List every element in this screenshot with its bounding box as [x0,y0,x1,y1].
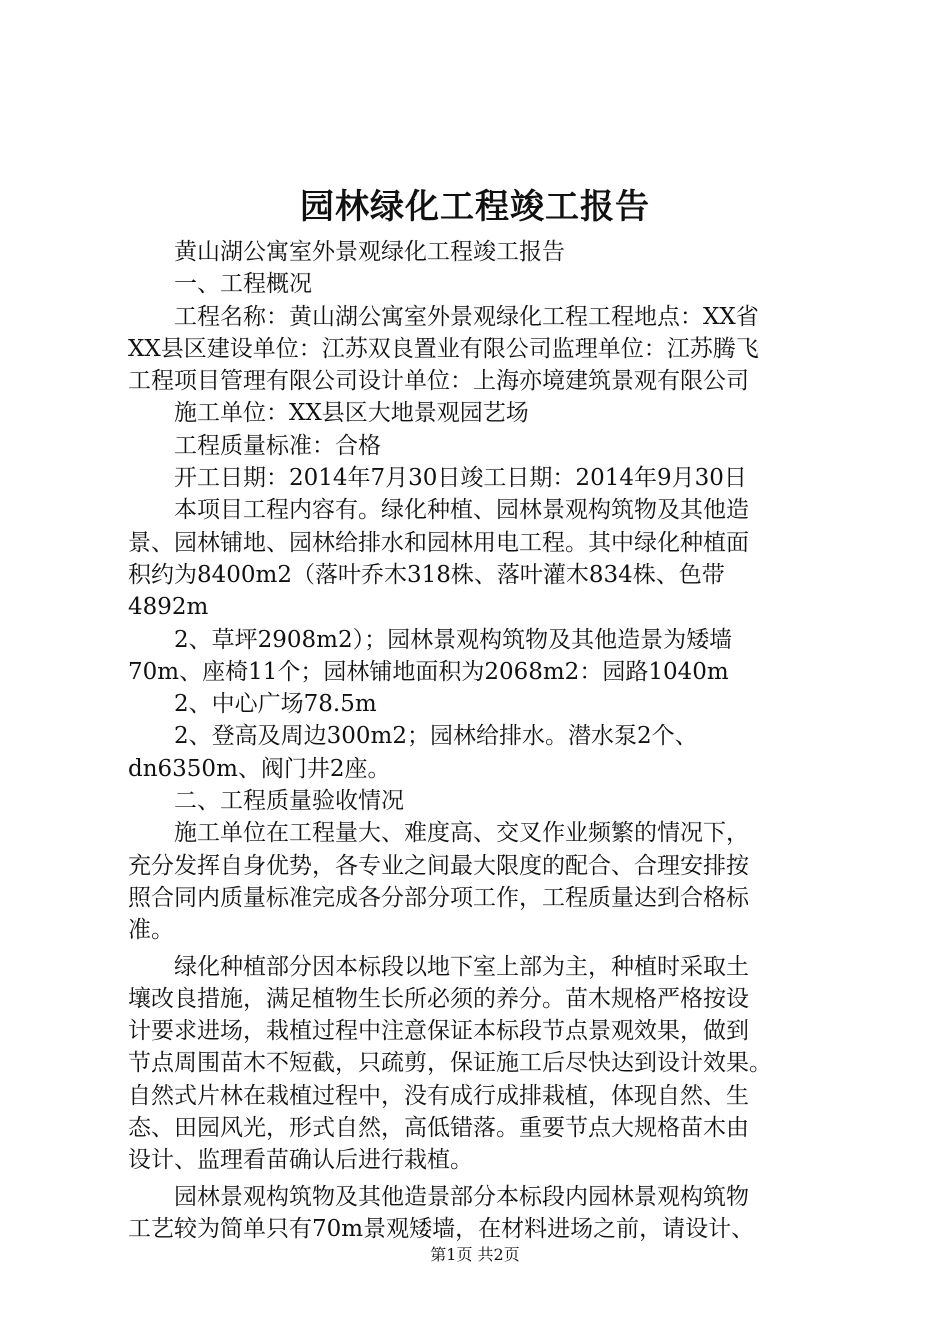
body-line: XX县区建设单位：江苏双良置业有限公司监理单位：江苏腾飞 [128,335,759,362]
page-footer: 第1页 共2页 [430,1245,520,1264]
body-line: 施工单位：XX县区大地景观园艺场 [128,400,529,427]
body-line: 2、登高及周边300m2；园林给排水。潜水泵2个、 [128,723,698,750]
body-line: 工程质量标准：合格 [128,432,381,459]
body-line: 积约为8400m2（落叶乔木318株、落叶灌木834株、色带 [128,561,725,588]
document-title: 园林绿化工程竣工报告 [300,187,650,227]
document-body [128,236,828,1245]
body-line: 2、中心广场78.5m [128,691,377,718]
body-line: 2、草坪2908m2）；园林景观构筑物及其他造景为矮墙 [128,626,733,653]
body-line: 工程名称：黄山湖公寓室外景观绿化工程工程地点：XX省 [128,303,759,330]
body-line: 照合同内质量标准完成各分部分项工作，工程质量达到合格标 [128,884,749,911]
body-line: 充分发挥自身优势，各专业之间最大限度的配合、合理安排按 [128,852,749,879]
body-line: 一、工程概况 [128,271,312,298]
body-line: 壤改良措施，满足植物生长所必须的养分。苗木规格严格按设 [128,985,749,1012]
body-line: 节点周围苗木不短截，只疏剪，保证施工后尽快达到设计效果。 [128,1050,772,1077]
body-line: 态、田园风光，形式自然，高低错落。重要节点大规格苗木由 [128,1115,749,1142]
body-line: 计要求进场，栽植过程中注意保证本标段节点景观效果，做到 [128,1018,749,1045]
body-line: 景、园林铺地、园林给排水和园林用电工程。其中绿化种植面 [128,529,749,556]
body-line: dn6350m、阀门井2座。 [128,755,391,782]
body-line: 准。 [128,917,174,944]
body-line: 自然式片林在栽植过程中，没有成行成排栽植，体现自然、生 [128,1082,749,1109]
body-line: 70m、座椅11个；园林铺地面积为2068m2：园路1040m [128,658,729,685]
body-line: 设计、监理看苗确认后进行栽植。 [128,1147,473,1174]
body-line: 本项目工程内容有。绿化种植、园林景观构筑物及其他造 [128,497,749,524]
body-line: 二、工程质量验收情况 [128,788,404,815]
body-line: 工程项目管理有限公司设计单位：上海亦境建筑景观有限公司 [128,368,749,395]
body-line: 绿化种植部分因本标段以地下室上部为主，种植时采取土 [128,953,749,980]
body-line: 园林景观构筑物及其他造景部分本标段内园林景观构筑物 [128,1183,749,1210]
body-line: 工艺较为简单只有70m景观矮墙，在材料进场之前，请设计、 [128,1215,755,1242]
body-line: 黄山湖公寓室外景观绿化工程竣工报告 [128,239,565,265]
body-line: 4892m [128,594,209,621]
body-line: 施工单位在工程量大、难度高、交叉作业频繁的情况下， [128,820,749,847]
body-line: 开工日期：2014年7月30日竣工日期：2014年9月30日 [128,465,747,492]
